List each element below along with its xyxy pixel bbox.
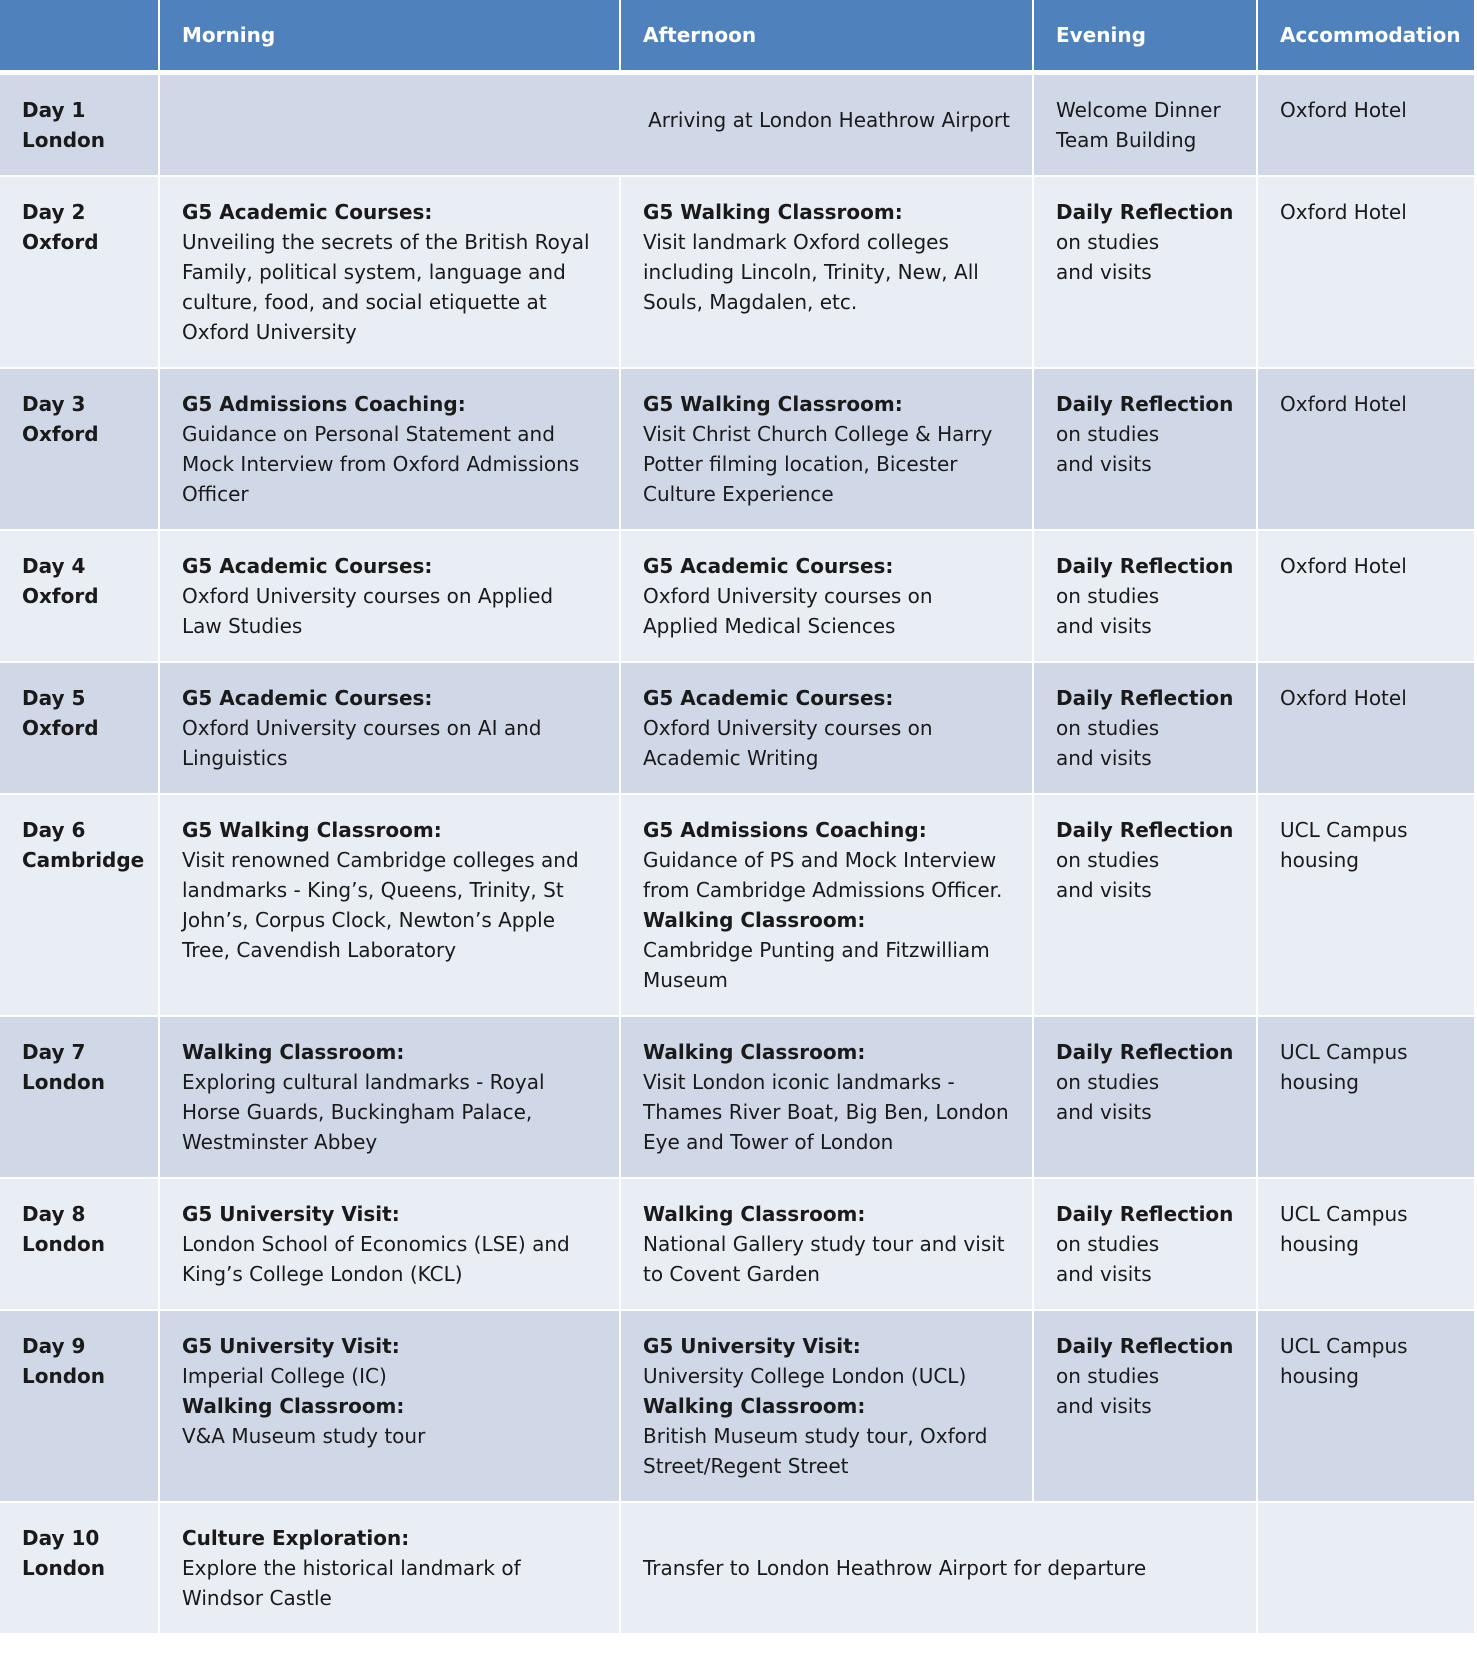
day-city: London [22,1555,106,1580]
departure-text: Transfer to London Heathrow Airport for departure [643,1555,1147,1580]
activity-text: National Gallery study tour and visit to Covent Garden [643,1231,1005,1286]
table-row [0,662,1475,794]
day-cell [0,662,159,794]
table-row [0,72,1475,176]
activity-heading: G5 University Visit: [182,1333,400,1358]
morning-cell [159,1016,620,1178]
activity-heading: G5 Academic Courses: [182,199,433,224]
afternoon-cell [620,1310,1033,1502]
day-cell [0,1502,159,1634]
evening-line-1: on studies [1056,583,1160,608]
evening-line-2: and visits [1056,1261,1152,1286]
activity-text: Oxford University courses on Applied Medical Sciences [643,583,933,638]
evening-line-1: on studies [1056,715,1160,740]
evening-cell [1033,530,1257,662]
day-city: Oxford [22,229,99,254]
day-cell [0,72,159,176]
morning-cell [159,1310,620,1502]
evening-line-1: on studies [1056,847,1160,872]
evening-heading: Daily Reflection [1056,391,1234,416]
activity-text-2: V&A Museum study tour [182,1423,426,1448]
day-city: Oxford [22,715,99,740]
departure-cell [620,1502,1257,1634]
activity-heading: G5 Academic Courses: [643,553,894,578]
activity-text: Guidance of PS and Mock Interview from Cambridge Admissions Officer. [643,847,1003,902]
day-label: Day 3 [22,391,86,416]
evening-heading: Daily Reflection [1056,199,1234,224]
activity-text: Oxford University courses on Academic Writing [643,715,933,770]
evening-cell [1033,1178,1257,1310]
day-cell [0,1310,159,1502]
morning-cell [159,794,620,1016]
accommodation-cell: UCL Campus housing [1257,794,1475,1016]
evening-cell [1033,176,1257,368]
evening-line-2: and visits [1056,1099,1152,1124]
accommodation-cell: UCL Campus housing [1257,1178,1475,1310]
day-city: London [22,127,106,152]
morning-cell [159,1178,620,1310]
activity-heading: Culture Exploration: [182,1525,410,1550]
activity-text: Visit renowned Cambridge colleges and landmarks - King’s, Queens, Trinity, St John’s, Corpus Clock, Newton’s Apple Tree, Cavendish Laboratory [182,847,579,962]
activity-text: Visit Christ Church College & Harry Potter filming location, Bicester Culture Experience [643,421,993,506]
activity-text-2: Cambridge Punting and Fitzwilliam Museum [643,937,990,992]
arrival-text: Arriving at London Heathrow Airport [648,107,1010,132]
activity-text: Visit landmark Oxford colleges including Lincoln, Trinity, New, All Souls, Magdalen, etc. [643,229,979,314]
evening-heading: Daily Reflection [1056,685,1234,710]
activity-heading-2: Walking Classroom: [643,1393,866,1418]
activity-heading: Walking Classroom: [182,1039,405,1064]
evening-heading: Daily Reflection [1056,1333,1234,1358]
day-cell [0,1178,159,1310]
evening-line-2: and visits [1056,259,1152,284]
table-row [0,530,1475,662]
afternoon-cell [620,794,1033,1016]
table-row [0,1310,1475,1502]
evening-line-2: and visits [1056,451,1152,476]
header-afternoon: Afternoon [620,0,1033,72]
table-row [0,176,1475,368]
accommodation-cell: Oxford Hotel [1257,662,1475,794]
day-cell [0,530,159,662]
activity-heading: G5 Admissions Coaching: [643,817,927,842]
evening-line-2: Team Building [1056,127,1197,152]
evening-cell [1033,368,1257,530]
day-city: Cambridge [22,847,145,872]
activity-heading: G5 Academic Courses: [643,685,894,710]
day-city: Oxford [22,421,99,446]
activity-text: Unveiling the secrets of the British Royal Family, political system, language and culture, food, and social etiquette at Oxford University [182,229,590,344]
evening-heading: Daily Reflection [1056,1039,1234,1064]
morning-cell [159,662,620,794]
activity-text: Visit London iconic landmarks - Thames River Boat, Big Ben, London Eye and Tower of London [643,1069,1009,1154]
day-label: Day 1 [22,97,86,122]
evening-cell [1033,662,1257,794]
activity-heading: G5 Academic Courses: [182,553,433,578]
activity-text: Explore the historical landmark of Windsor Castle [182,1555,521,1610]
accommodation-cell: UCL Campus housing [1257,1016,1475,1178]
accommodation-cell: Oxford Hotel [1257,176,1475,368]
day-label: Day 2 [22,199,86,224]
activity-text: Exploring cultural landmarks - Royal Horse Guards, Buckingham Palace, Westminster Abbey [182,1069,545,1154]
activity-text: University College London (UCL) [643,1363,967,1388]
day-label: Day 10 [22,1525,100,1550]
evening-cell [1033,794,1257,1016]
afternoon-cell [620,176,1033,368]
evening-cell [1033,1016,1257,1178]
accommodation-cell: Oxford Hotel [1257,72,1475,176]
evening-line-1: on studies [1056,1363,1160,1388]
activity-heading: G5 University Visit: [182,1201,400,1226]
activity-text: Oxford University courses on AI and Linguistics [182,715,542,770]
activity-text: Imperial College (IC) [182,1363,387,1388]
activity-heading: Walking Classroom: [643,1201,866,1226]
header-row [0,0,1475,72]
activity-text-2: British Museum study tour, Oxford Street/Regent Street [643,1423,988,1478]
evening-line-1: on studies [1056,1231,1160,1256]
morning-cell [159,530,620,662]
evening-line-1: Welcome Dinner [1056,97,1221,122]
evening-cell [1033,1310,1257,1502]
evening-line-1: on studies [1056,1069,1160,1094]
evening-line-2: and visits [1056,613,1152,638]
accommodation-cell: Oxford Hotel [1257,368,1475,530]
day-label: Day 6 [22,817,86,842]
evening-heading: Daily Reflection [1056,1201,1234,1226]
day-label: Day 5 [22,685,86,710]
day-city: London [22,1069,106,1094]
accommodation-cell [1257,1502,1475,1634]
activity-heading: G5 Academic Courses: [182,685,433,710]
accommodation-cell: UCL Campus housing [1257,1310,1475,1502]
morning-cell [159,368,620,530]
activity-heading: G5 Walking Classroom: [643,199,903,224]
evening-line-2: and visits [1056,745,1152,770]
afternoon-cell [620,662,1033,794]
morning-cell [159,176,620,368]
evening-line-2: and visits [1056,1393,1152,1418]
activity-heading: Walking Classroom: [643,1039,866,1064]
day-label: Day 9 [22,1333,86,1358]
activity-heading: G5 Walking Classroom: [182,817,442,842]
evening-line-1: on studies [1056,421,1160,446]
activity-heading-2: Walking Classroom: [182,1393,405,1418]
evening-line-2: and visits [1056,877,1152,902]
header-day [0,0,159,72]
evening-heading: Daily Reflection [1056,553,1234,578]
activity-text: London School of Economics (LSE) and King’s College London (KCL) [182,1231,570,1286]
day-city: Oxford [22,583,99,608]
activity-heading: G5 Walking Classroom: [643,391,903,416]
day-city: London [22,1363,106,1388]
activity-heading-2: Walking Classroom: [643,907,866,932]
evening-line-1: on studies [1056,229,1160,254]
evening-heading: Daily Reflection [1056,817,1234,842]
table-row [0,794,1475,1016]
day-cell [0,794,159,1016]
accommodation-cell: Oxford Hotel [1257,530,1475,662]
day-cell [0,1016,159,1178]
activity-heading: G5 Admissions Coaching: [182,391,466,416]
afternoon-cell [620,1178,1033,1310]
table-row [0,1178,1475,1310]
evening-cell [1033,72,1257,176]
table-row [0,1502,1475,1634]
activity-text: Oxford University courses on Applied Law Studies [182,583,554,638]
header-evening: Evening [1033,0,1257,72]
day-label: Day 7 [22,1039,86,1064]
activity-text: Guidance on Personal Statement and Mock Interview from Oxford Admissions Officer [182,421,580,506]
day-label: Day 4 [22,553,86,578]
day-label: Day 8 [22,1201,86,1226]
afternoon-cell [620,1016,1033,1178]
day-cell [0,368,159,530]
afternoon-cell [620,530,1033,662]
header-morning: Morning [159,0,620,72]
table-row [0,1016,1475,1178]
morning-cell [159,1502,620,1634]
arrival-cell [159,72,1033,176]
day-cell [0,176,159,368]
table-row [0,368,1475,530]
header-accommodation: Accommodation [1257,0,1475,72]
day-city: London [22,1231,106,1256]
activity-heading: G5 University Visit: [643,1333,861,1358]
afternoon-cell [620,368,1033,530]
